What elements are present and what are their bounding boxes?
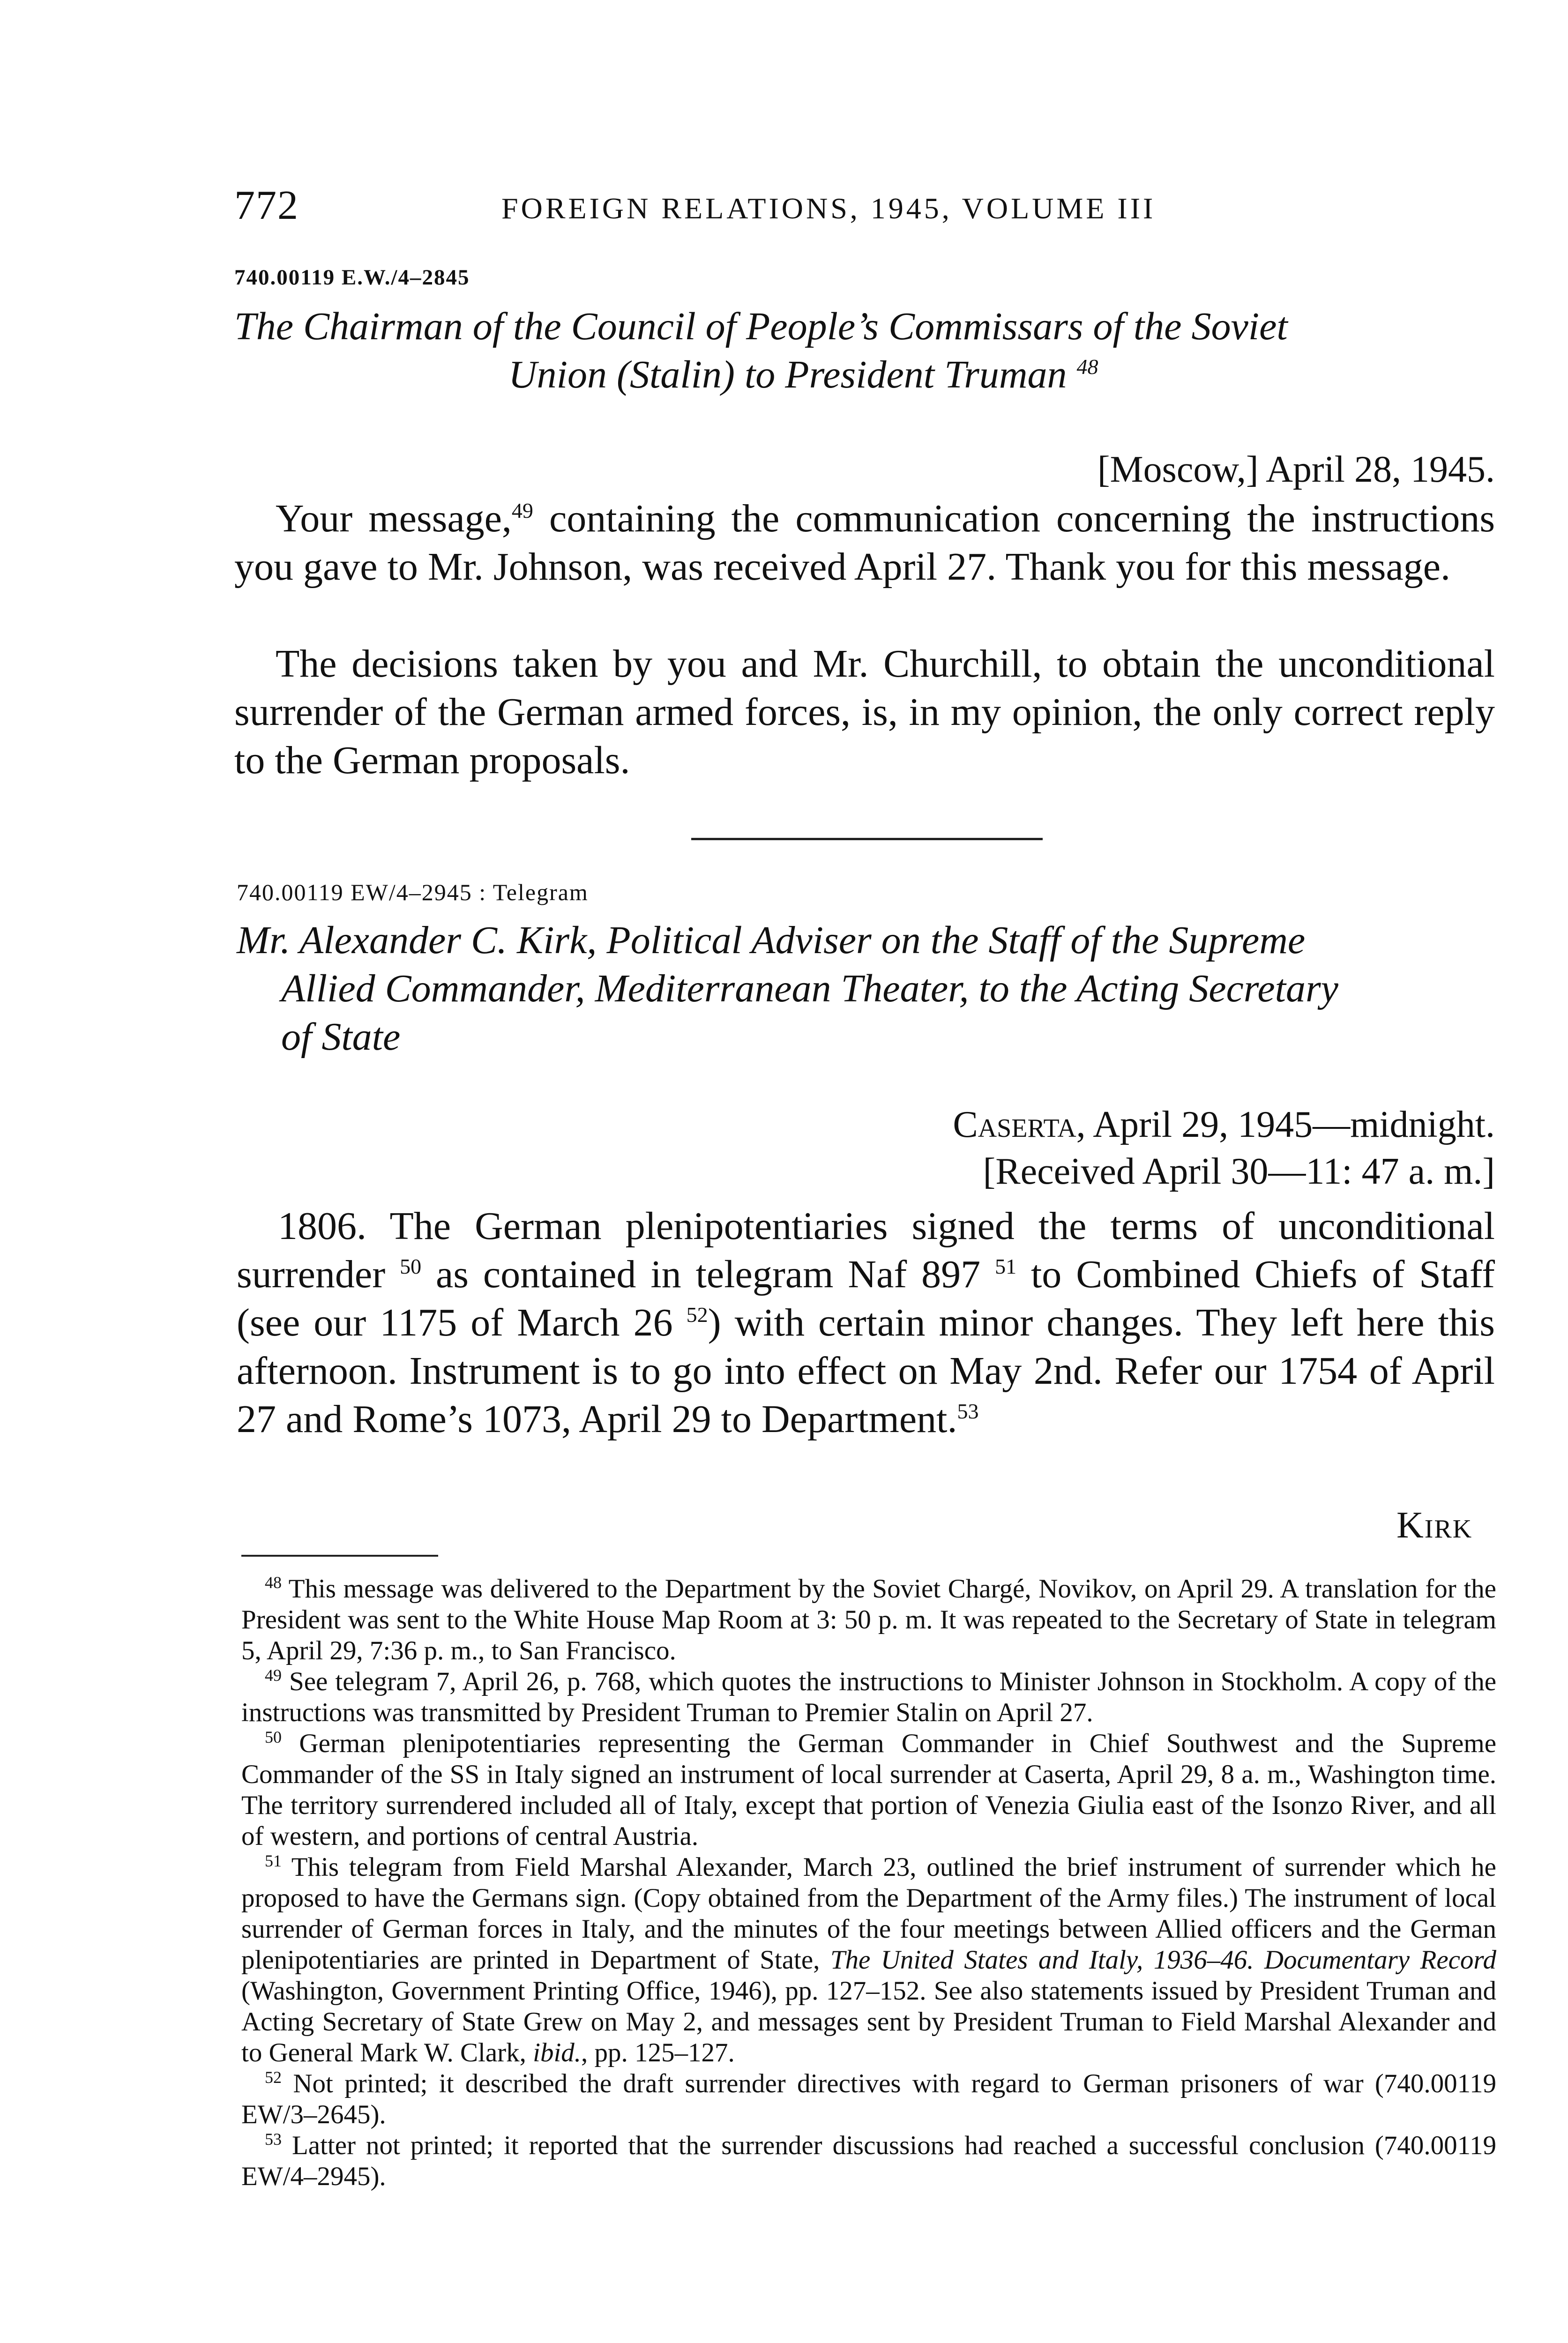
doc2-received: [Received April 30—11: 47 a. m.] <box>983 1151 1495 1192</box>
doc1-file-ref: 740.00119 E.W./4–2845 <box>234 265 470 290</box>
doc2-para-text-d: ) with certain minor changes. They left here this afternoon. Instrument is to go into effect on May 2nd. Refer our 1754 of April 27 and Rome’s 1073, April 29 to Department. <box>237 1301 1495 1441</box>
doc2-dateline-date: , April 29, 1945—midnight. <box>1076 1104 1495 1145</box>
footnote-ref-50[interactable]: 50 <box>400 1254 422 1278</box>
doc2-file-ref: 740.00119 EW/4–2945 : Telegram <box>237 879 589 905</box>
running-title: FOREIGN RELATIONS, 1945, VOLUME III <box>501 192 1156 225</box>
doc2-para-text-a: 1806. The German plenipotentiaries signed the terms of unconditional surrender <box>237 1204 1495 1296</box>
doc1-dateline: [Moscow,] April 28, 1945. <box>1097 449 1495 490</box>
footnote-53-text: Latter not printed; it reported that the surrender discussions had reached a successful conclusion (740.00119 EW/4–2945). <box>241 2131 1497 2191</box>
doc2-title-line1: Mr. Alexander C. Kirk, Political Adviser on the Staff of the Supreme <box>237 918 1306 962</box>
footnote-48-text: This message was delivered to the Department by the Soviet Chargé, Novikov, on April 29. A translation for the President was sent to the White House Map Room at 3: 50 p. m. It was repeated to the Secretary of State in telegram 5, April 29, 7:36 p. m., to San Francisco. <box>241 1574 1496 1665</box>
footnote-51-text-a: This telegram from Field Marshal Alexander, March 23, outlined the brief instrument of surrender which he proposed to have the Germans sign. (Copy obtained from the Department of the Army files.) The instrument of local surrender of German forces in Italy, and the minutes of the four meetings between Allied officers and the German plenipotentiaries are printed in Department of State, <box>241 1852 1496 1975</box>
doc1-para1-text-a: Your message, <box>276 497 512 540</box>
footnote-52-number: 52 <box>265 2068 282 2087</box>
footnote-ref-49[interactable]: 49 <box>511 499 533 522</box>
doc2-signature: Kirk <box>1396 1505 1473 1546</box>
doc2-title <box>237 916 1497 1061</box>
doc1-title <box>234 302 1495 399</box>
doc2-paragraph <box>237 1202 1495 1443</box>
footnote-divider <box>241 1555 438 1557</box>
doc2-para-text-c: to Combined Chiefs of Staff (see our 1175 of March 26 <box>237 1253 1495 1344</box>
doc1-title-line2: Union (Stalin) to President Truman <box>508 353 1067 396</box>
footnote-50-number: 50 <box>265 1728 282 1746</box>
doc1-title-line1: The Chairman of the Council of People’s Commissars of the Soviet <box>234 305 1288 348</box>
footnote-53-number: 53 <box>265 2130 282 2149</box>
footnote-49 <box>241 1666 1496 1728</box>
doc1-para1-text-b: containing the communication concerning the instructions you gave to Mr. Johnson, was received April 27. Thank you for this message. <box>234 497 1495 589</box>
footnote-ref-51[interactable]: 51 <box>995 1254 1017 1278</box>
footnote-50 <box>241 1728 1496 1852</box>
page-number: 772 <box>234 183 299 228</box>
footnotes <box>241 1574 1496 2192</box>
doc2-dateline-place: Caserta <box>953 1104 1076 1145</box>
footnote-52 <box>241 2068 1496 2130</box>
doc2-dateline <box>562 1101 1495 1195</box>
footnote-49-number: 49 <box>265 1666 282 1685</box>
section-divider <box>691 838 1043 840</box>
footnote-51-text-c: , pp. 125–127. <box>581 2038 735 2067</box>
footnote-49-text: See telegram 7, April 26, p. 768, which quotes the instructions to Minister Johnson in Stockholm. A copy of the instructions was transmitted by President Truman to Premier Stalin on April 27. <box>241 1667 1496 1727</box>
footnote-51-number: 51 <box>265 1851 282 1870</box>
doc1-paragraph-1 <box>234 494 1495 591</box>
doc1-paragraph-2: The decisions taken by you and Mr. Churchill, to obtain the unconditional surrender of the German armed forces, is, in my opinion, the only correct reply to the German proposals. <box>234 642 1495 782</box>
footnote-52-text: Not printed; it described the draft surrender directives with regard to German prisoners of war (740.00119 EW/3–2645). <box>241 2069 1497 2129</box>
footnote-51-citation: The United States and Italy, 1936–46. Documentary Record <box>830 1945 1496 1975</box>
doc2-title-line3: of State <box>281 1015 401 1059</box>
footnote-51-ibid: ibid. <box>533 2038 582 2067</box>
footnote-ref-48[interactable]: 48 <box>1076 355 1098 379</box>
footnote-51 <box>241 1852 1496 2068</box>
footnote-ref-53[interactable]: 53 <box>957 1399 979 1423</box>
doc2-para-text-b: as contained in telegram Naf 897 <box>421 1253 995 1296</box>
footnote-50-text: German plenipotentiaries representing the German Commander in Chief Southwest and the Supreme Commander of the SS in Italy signed an instrument of local surrender at Caserta, April 29, 8 a. m., Washington time. The territory surrendered included all of Italy, except that portion of Venezia Giulia east of the Isonzo River, and all of western, and portions of central Austria. <box>241 1729 1496 1851</box>
footnote-48 <box>241 1574 1496 1666</box>
doc2-title-line2: Allied Commander, Mediterranean Theater, to the Acting Secretary <box>281 967 1338 1010</box>
footnote-53 <box>241 2130 1496 2192</box>
footnote-ref-52[interactable]: 52 <box>686 1303 708 1327</box>
footnote-51-text-b: (Washington, Government Printing Office, 1946), pp. 127–152. See also statements issued by President Truman and Acting Secretary of State Grew on May 2, and messages sent by President Truman to Field Marshal Alexander and to General Mark W. Clark, <box>241 1976 1496 2067</box>
footnote-48-number: 48 <box>265 1573 282 1592</box>
